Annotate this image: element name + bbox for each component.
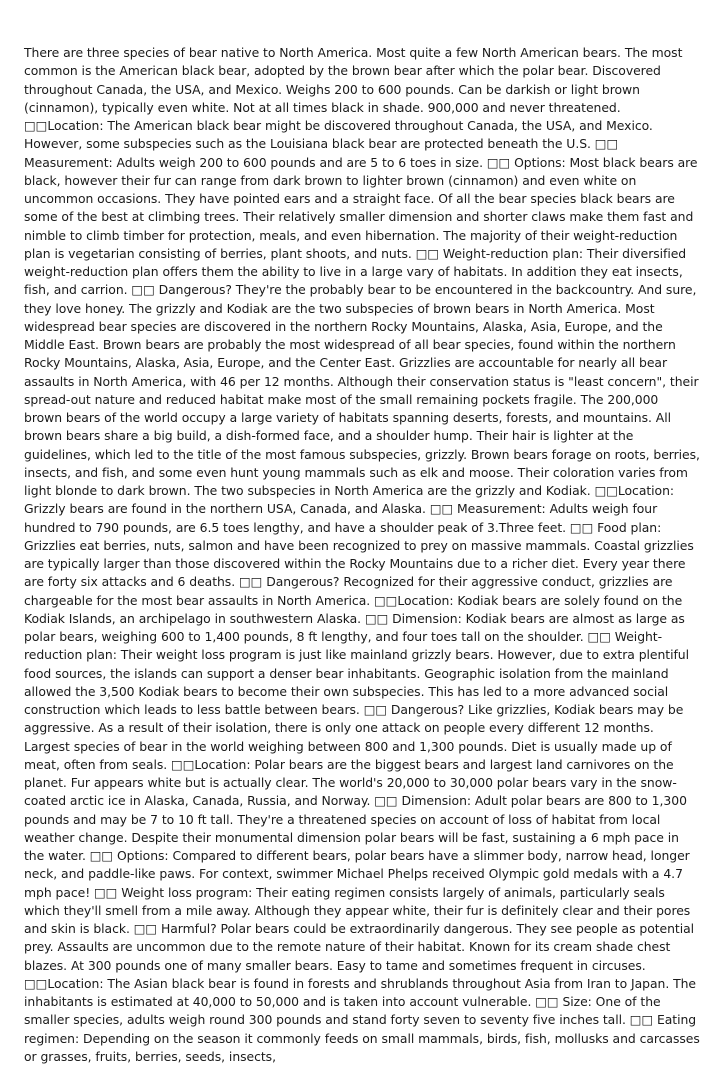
document-page (24, 44, 700, 1066)
body-text: There are three species of bear native to North America. Most quite a few North American bears. The most common is the American black bear, adopted by the brown bear after which the polar bear. Discovered throughout Canada, the USA, and Mexico. Weighs 200 to 600 pounds. Can be darkish or light brown (cinnamon), typically even white. Not at all times black in shade. 900,000 and never threatened. □□Location: The American black bear might be discovered throughout Canada, the USA, and Mexico. However, some subspecies such as the Louisiana black bear are protected beneath the U.S. □□ Measurement: Adults weigh 200 to 600 pounds and are 5 to 6 toes in size. □□ Options: Most black bears are black, however their fur can range from dark brown to lighter brown (cinnamon) and even white on uncommon occasions. They have pointed ears and a straight face. Of all the bear species black bears are some of the best at climbing trees. Their relatively smaller dimension and shorter claws make them fast and nimble to climb timber for protection, meals, and even hibernation. The majority of their weight-reduction plan is vegetarian consisting of berries, plant shoots, and nuts. □□ Weight-reduction plan: Their diversified weight-reduction plan offers them the ability to live in a large vary of habitats. In addition they eat insects, fish, and carrion. □□ Dangerous? They're the probably bear to be encountered in the backcountry. And sure, they love honey. The grizzly and Kodiak are the two subspecies of brown bears in North America. Most widespread bear species are discovered in the northern Rocky Mountains, Alaska, Asia, Europe, and the Middle East. Brown bears are probably the most widespread of all bear species, found within the northern Rocky Mountains, Alaska, Asia, Europe, and the Center East. Grizzlies are accountable for nearly all bear assaults in North America, with 46 per 12 months. Although their conservation status is "least concern", their spread-out nature and reduced habitat make most of the small remaining pockets fragile. The 200,000 brown bears of the world occupy a large variety of habitats spanning deserts, forests, and mountains. All brown bears share a big build, a dish-formed face, and a shoulder hump. Their hair is lighter at the guidelines, which led to the title of the most famous subspecies, grizzly. Brown bears forage on roots, berries, insects, and fish, and some even hunt young mammals such as elk and moose. Their coloration varies from light blonde to dark brown. The two subspecies in North America are the grizzly and Kodiak. □□Location: Grizzly bears are found in the northern USA, Canada, and Alaska. □□ Measurement: Adults weigh four hundred to 790 pounds, are 6.5 toes lengthy, and have a shoulder peak of 3.Three feet. □□ Food plan: Grizzlies eat berries, nuts, salmon and have been recognized to prey on massive mammals. Coastal grizzlies are typically larger than those discovered within the Rocky Mountains due to a richer diet. Every year there are forty six attacks and 6 deaths. □□ Dangerous? Recognized for their aggressive conduct, grizzlies are chargeable for the most bear assaults in North America. □□Location: Kodiak bears are solely found on the Kodiak Islands, an archipelago in southwestern Alaska. □□ Dimension: Kodiak bears are almost as large as polar bears, weighing 600 to 1,400 pounds, 8 ft lengthy, and four toes tall on the shoulder. □□ Weight-reduction plan: Their weight loss program is just like mainland grizzly bears. However, due to extra plentiful food sources, the islands can support a denser bear inhabitants. Geographic isolation from the mainland allowed the 3,500 Kodiak bears to become their own subspecies. This has led to a more advanced social construction which leads to less battle between bears. □□ Dangerous? Like grizzlies, Kodiak bears may be aggressive. As a result of their isolation, there is only one attack on people every different 12 months. Largest species of bear in the world weighing between 800 and 1,300 pounds. Diet is usually made up of meat, often from seals. □□Location: Polar bears are the biggest bears and largest land carnivores on the planet. Fur appears white but is actually clear. The world's 20,000 to 30,000 polar bears vary in the snow-coated arctic ice in Alaska, Canada, Russia, and Norway. □□ Dimension: Adult polar bears are 800 to 1,300 pounds and may be 7 to 10 ft tall. They're a threatened species on account of loss of habitat from local weather change. Despite their monumental dimension polar bears will be fast, sustaining a 6 mph pace in the water. □□ Options: Compared to different bears, polar bears have a slimmer body, narrow head, longer neck, and paddle-like paws. For context, swimmer Michael Phelps received Olympic gold medals with a 4.7 mph pace! □□ Weight loss program: Their eating regimen consists largely of animals, particularly seals which they'll smell from a mile away. Although they appear white, their fur is definitely clear and their pores and skin is black. □□ Harmful? Polar bears could be extraordinarily dangerous. They see people as potential prey. Assaults are uncommon due to the remote nature of their habitat. Known for its cream shade chest blazes. At 300 pounds one of many smaller bears. Easy to tame and sometimes frequent in circuses. □□Location: The Asian black bear is found in forests and shrublands throughout Asia from Iran to Japan. The inhabitants is estimated at 40,000 to 50,000 and is taken into account vulnerable. □□ Size: One of the smaller species, adults weigh round 300 pounds and stand forty seven to seventy five inches tall. □□ Eating regimen: Depending on the season it commonly feeds on small mammals, birds, fish, mollusks and carcasses or grasses, fruits, berries, seeds, insects, (24, 45, 700, 1064)
